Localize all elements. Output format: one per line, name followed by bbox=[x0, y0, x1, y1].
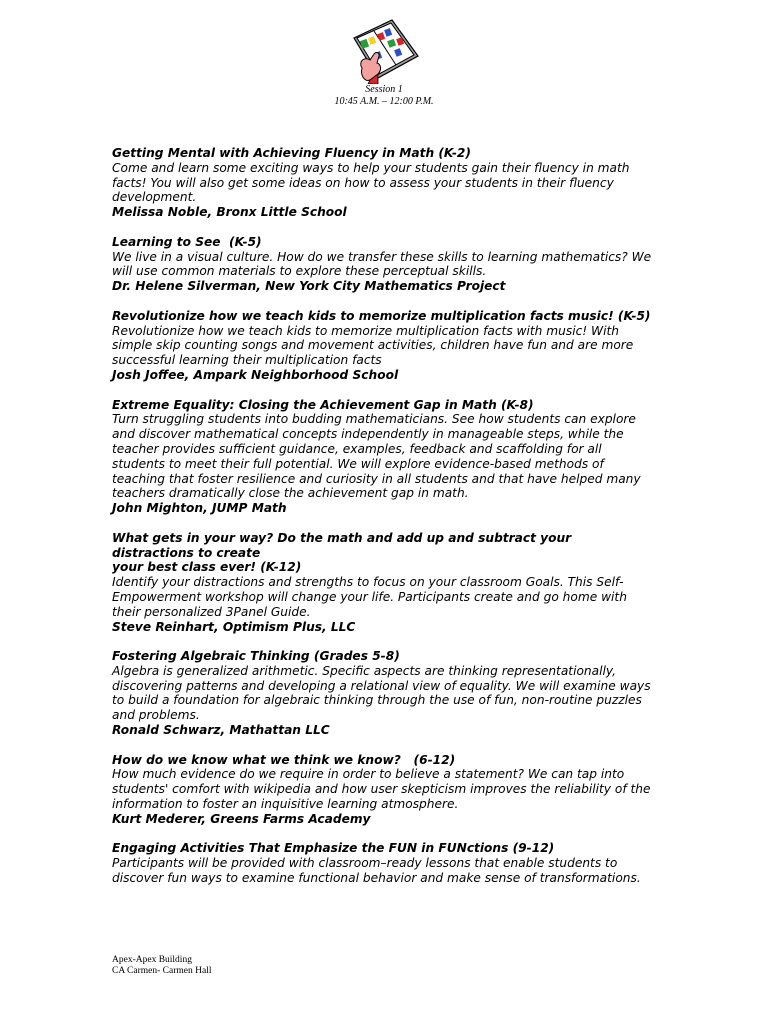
session-title: Engaging Activities That Emphasize the FUN in FUNctions (9-12) bbox=[112, 841, 555, 856]
session-header bbox=[0, 84, 768, 108]
session-description: Come and learn some exciting ways to help your students gain their fluency in math facts! You will also get some ideas on how to assess your students in their fluency development. bbox=[112, 160, 630, 205]
session-description: Revolutionize how we teach kids to memorize multiplication facts with music! With simple skip counting songs and movement activities, children have fun and are more successful learning their multiplication facts bbox=[112, 323, 634, 368]
session-item bbox=[112, 235, 657, 294]
session-title: Learning to See (K-5) bbox=[112, 234, 262, 249]
session-title: What gets in your way? Do the math and add up and subtract your distractions to create your best class ever! (K-12) bbox=[112, 530, 572, 575]
session-time: 10:45 A.M. – 12:00 P.M. bbox=[334, 96, 434, 107]
footer-line: Apex-Apex Building bbox=[112, 955, 192, 965]
session-title: Extreme Equality: Closing the Achievement Gap in Math (K-8) bbox=[112, 397, 534, 412]
session-label: Session 1 bbox=[365, 84, 403, 95]
session-title: Revolutionize how we teach kids to memorize multiplication facts music! (K-5) bbox=[112, 308, 651, 323]
session-title: Fostering Algebraic Thinking (Grades 5-8) bbox=[112, 649, 400, 664]
session-title: How do we know what we think we know? (6-12) bbox=[112, 752, 456, 767]
session-item bbox=[112, 309, 657, 383]
session-presenter: Kurt Mederer, Greens Farms Academy bbox=[112, 811, 371, 826]
session-description: We live in a visual culture. How do we transfer these skills to learning mathematics? We will use common materials to explore these perceptual skills. bbox=[112, 249, 652, 279]
book-with-hand-icon bbox=[348, 16, 420, 84]
session-title: Getting Mental with Achieving Fluency in Math (K-2) bbox=[112, 146, 471, 160]
footer-line: CA Carmen- Carmen Hall bbox=[112, 966, 212, 976]
session-list bbox=[112, 146, 657, 901]
session-presenter: John Mighton, JUMP Math bbox=[112, 501, 287, 516]
session-description: Identify your distractions and strengths to focus on your classroom Goals. This Self-Empowerment workshop will change your life. Participants create and go home with their personalized 3Panel Guide. bbox=[112, 575, 627, 619]
session-presenter: Melissa Noble, Bronx Little School bbox=[112, 205, 347, 220]
session-item bbox=[112, 753, 657, 827]
session-presenter: Ronald Schwarz, Mathattan LLC bbox=[112, 723, 330, 738]
footer-legend bbox=[112, 955, 211, 977]
session-item bbox=[112, 146, 657, 220]
session-presenter: Dr. Helene Silverman, New York City Mathematics Project bbox=[112, 279, 506, 294]
session-item bbox=[112, 531, 657, 635]
session-item bbox=[112, 649, 657, 738]
session-description: Algebra is generalized arithmetic. Specific aspects are thinking representationally, discovering patterns and developing a relational view of equality. We will examine ways to build a foundation for algebraic thinking through the use of fun, non-routine puzzles and problems. bbox=[112, 663, 651, 723]
session-description: Participants will be provided with classroom–ready lessons that enable students to discover fun ways to examine functional behavior and make sense of transformations. bbox=[112, 856, 641, 886]
session-item bbox=[112, 841, 657, 885]
session-presenter: Josh Joffee, Ampark Neighborhood School bbox=[112, 367, 399, 382]
session-item bbox=[112, 398, 657, 516]
session-presenter: Steve Reinhart, Optimism Plus, LLC bbox=[112, 619, 356, 634]
session-description: Turn struggling students into budding mathematicians. See how students can explore and discover mathematical concepts independently in manageable steps, while the teacher provides sufficient guidance, examples, feedback and scaffolding for all students to meet their full potential. We will explore evidence-based methods of teaching that foster resilience and curiosity in all students and that have helped many teachers dramatically close the achievement gap in math. bbox=[112, 412, 641, 501]
session-description: How much evidence do we require in order to believe a statement? We can tap into students' comfort with wikipedia and how user skepticism improves the reliability of the information to foster an inquisitive learning atmosphere. bbox=[112, 767, 651, 812]
